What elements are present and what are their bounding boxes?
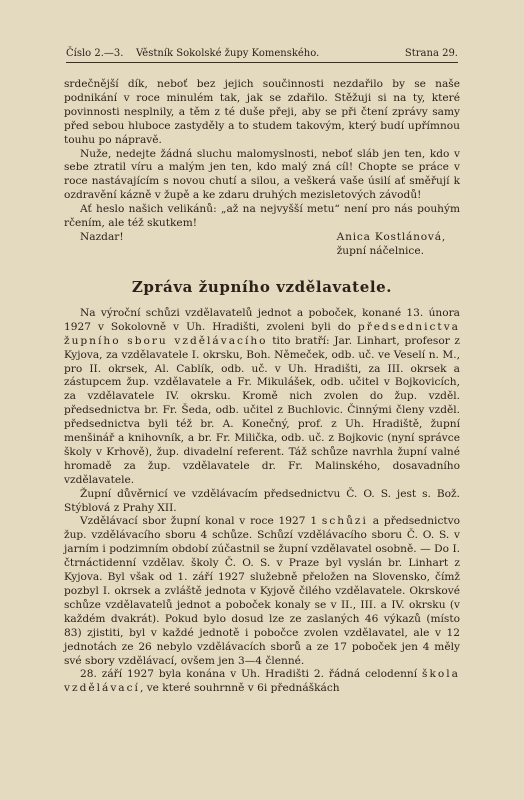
signature-block: [64, 231, 460, 259]
signature-role: župní náčelnice.: [336, 244, 424, 257]
signature-name: Anica Kostlánová,: [336, 230, 446, 243]
page-body: [64, 78, 460, 696]
report-p4-text-a: 28. září 1927 byla konána v Uh. Hradišti 2. řádná celodenní: [80, 668, 423, 681]
issue-number: Číslo 2.—3.: [66, 48, 124, 59]
report-paragraph-3: [64, 515, 460, 668]
report-p1-spaced: předsednictva župního sboru vzdělávacího: [64, 320, 460, 347]
page-header: [66, 47, 458, 61]
intro-paragraph-1: srdečnější dík, neboť bez jejich součinnosti nezdařilo by se naše podnikání v roce minulém tak, jak se zdařilo. Stěžuji si na ty, které povinnosti nesplnily, a těm z té duše přeji, aby se při čtení zprávy samy před sebou hluboce zastyděly a to studem takovým, který budí upřímnou touhu po nápravě.: [64, 78, 460, 146]
report-p4-text-b: , ve které souhrnně v 6i přednáškách: [139, 682, 340, 695]
report-p3-spaced: schůzi: [321, 515, 368, 528]
report-paragraph-4: [64, 668, 460, 696]
report-paragraph-2: Župní důvěrnicí ve vzdělávacím předsednictvu Č. O. S. jest s. Bož. Stýblová z Prahy XII.: [64, 487, 460, 514]
report-p1-text-b: tito bratří: Jar. Linhart, profesor z Kyjova, za vzdělavatele I. okrsku, Boh. Němeček, odb. uč. ve Veselí n. M., pro II. okrsek, Al. Cablík, odb. uč. v Uh. Hradišti, za III. okrsek a zástupcem žup. vzdělavatele a Fr. Mikulášek, odb. učitel v Bojkovicích, za vzdělavatele IV. okrsku. Kromě nich zvolen do žup. vzděl. předsednictva br. Fr. Šeda, odb. učitel z Buchlovic. Činnými členy vzděl. předsednictva byli též br. A. Konečný, prof. z Uh. Hradiště, župní menšinář a knihovník, a br. Fr. Milička, odb. uč. z Bojkovic (nyní správce školy v Krhově), žup. divadelní referent. Táž schůze navrhla župní valné hromadě za žup. vzdělavatele dr. Fr. Malinského, dosavadního vzdělavatele.: [64, 334, 460, 486]
section-title: Zpráva župního vzdělavatele.: [131, 277, 393, 296]
report-p1-text-a: Na výroční schůzi vzdělavatelů jednot a poboček, konané 13. února 1927 v Sokolovně v Uh. Hradišti, zvoleni byli do: [64, 306, 460, 333]
report-p3-text-b: a předsednictvo žup. vzdělávacího sboru 4 schůze. Schůzí vzdělávacího sboru Č. O. S. v jarním i podzimním období zúčastnil se župní vzdělavatel osobně. — Do I. čtrnáctidenní vzdělav. školy Č. O. S. v Praze byl vyslán br. Linhart z Kyjova. Byl však od 1. září 1927 služebně přeložen na Slovensko, čímž pozbyl I. okrsek a zvláště jednota v Kyjově čilého vzdělavatele. Okrskové schůze vzdělavatelů jednot a poboček konaly se v II., III. a IV. okrsku (v každém dvakrát). Pokud bylo dosud lze ze zaslaných 46 výkazů (místo 83) zjistiti, byl v každé jednotě i pobočce zvolen vzdělavatel, ale v 12 jednotách ze 26 nebylo vzdělávacích sborů a ze 17 poboček jen 4 měly své sbory vzdělávací, ovšem jen 3—4 členné.: [64, 515, 460, 667]
report-paragraph-1: [64, 307, 460, 488]
header-rule: [66, 62, 458, 63]
journal-title: Věstník Sokolské župy Komenského.: [136, 48, 320, 59]
report-p4-spaced: škola vzdělávací: [64, 668, 460, 695]
closing-greeting: Nazdar!: [80, 230, 124, 243]
intro-paragraph-3: Ať heslo našich velikánů: „až na nejvyšší metu“ není pro nás pouhým rčením, ale též skutkem!: [64, 203, 460, 230]
report-p3-text-a: Vzdělávací sbor župní konal v roce 1927 1: [80, 515, 322, 528]
page-number: Strana 29.: [404, 48, 458, 59]
intro-paragraph-2: Nuže, nedejte žádná sluchu malomyslnosti, neboť sláb jen ten, kdo v sebe ztratil víru a malým jen ten, kdo malý zná cíl! Chopte se práce v roce nastávajícím s novou chutí a silou, a veškerá vaše úsilí ať směřují k ozdravění kázně v župě a ke zdaru druhých mezisletových závodů!: [64, 147, 460, 202]
